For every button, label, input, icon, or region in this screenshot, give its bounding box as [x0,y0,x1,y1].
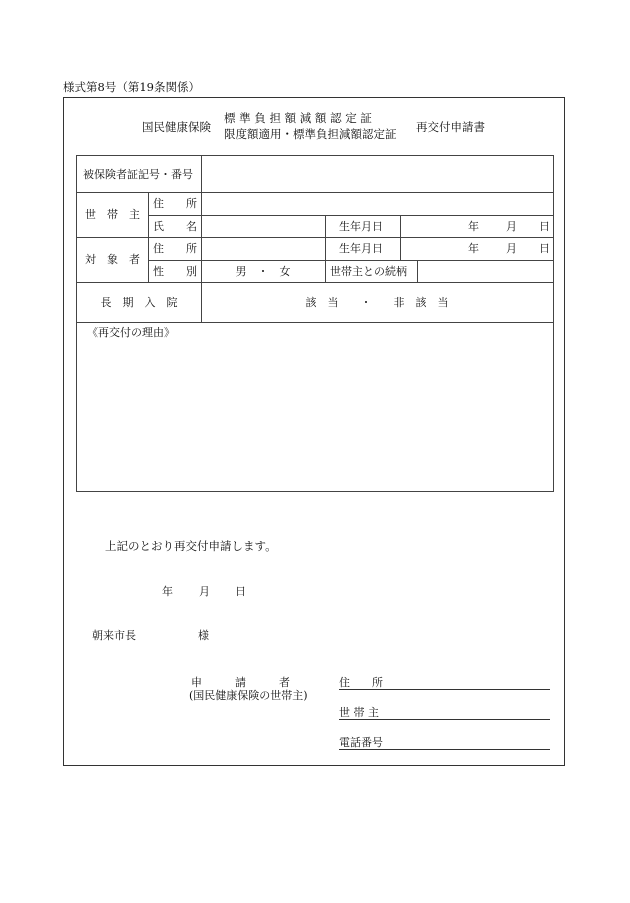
applicant-householder-field[interactable] [339,707,550,720]
householder-address-field[interactable] [203,194,551,214]
relationship-label: 世帯主との続柄 [330,265,407,278]
householder-address-label: 住 所 [153,197,197,210]
title-line-2: 限度額適用・標準負担減額認定証 [224,127,397,141]
householder-name-field[interactable] [203,217,323,236]
reason-field[interactable] [79,342,551,488]
form-frame [63,97,565,766]
subject-birthdate-label: 生年月日 [339,242,383,255]
subject-sex-label: 性 別 [153,265,197,278]
subject-birth-year: 年 [468,242,479,255]
addressee: 朝来市長 [92,629,136,642]
title-line-1: 標 準 負 担 額 減 額 認 定 証 [224,111,372,125]
householder-label: 世 帯 主 [85,208,140,221]
honorific: 様 [198,629,209,642]
title-suffix: 再交付申請書 [416,120,485,134]
householder-birth-day: 日 [539,220,550,233]
applicant-phone-label: 電話番号 [339,736,383,749]
date-month: 月 [199,585,210,598]
sex-options[interactable]: 男 ・ 女 [235,265,291,278]
form-number: 様式第8号（第19条関係） [63,80,200,94]
declaration-text: 上記のとおり再交付申請します。 [105,539,277,553]
applicant-address-field[interactable] [339,677,550,690]
reason-label: 《再交付の理由》 [87,326,175,339]
subject-address-field[interactable] [203,239,323,259]
applicant-address-label: 住 所 [339,676,383,689]
insured-number-label: 被保険者証記号・番号 [83,168,193,181]
subject-birthdate-field[interactable] [402,239,552,259]
long-term-options[interactable]: 該 当 ・ 非 該 当 [305,296,449,309]
date-day: 日 [235,585,246,598]
applicant-householder-label: 世 帯 主 [339,706,379,719]
applicant-phone-field[interactable] [339,737,550,750]
title-prefix: 国民健康保険 [142,120,211,134]
householder-name-label: 氏 名 [153,220,197,233]
householder-birthdate-label: 生年月日 [339,220,383,233]
insured-number-field[interactable] [203,158,551,190]
subject-label: 対 象 者 [85,253,140,266]
subject-birth-day: 日 [539,242,550,255]
subject-address-label: 住 所 [153,242,197,255]
householder-birth-month: 月 [506,220,517,233]
subject-birth-month: 月 [506,242,517,255]
applicant-note: (国民健康保険の世帯主) [189,689,308,702]
householder-birthdate-field[interactable] [402,217,552,236]
date-year: 年 [162,585,173,598]
applicant-label: 申 請 者 [191,676,290,689]
relationship-field[interactable] [419,262,552,281]
application-table [76,155,554,492]
long-term-label: 長 期 入 院 [100,296,178,309]
householder-birth-year: 年 [468,220,479,233]
